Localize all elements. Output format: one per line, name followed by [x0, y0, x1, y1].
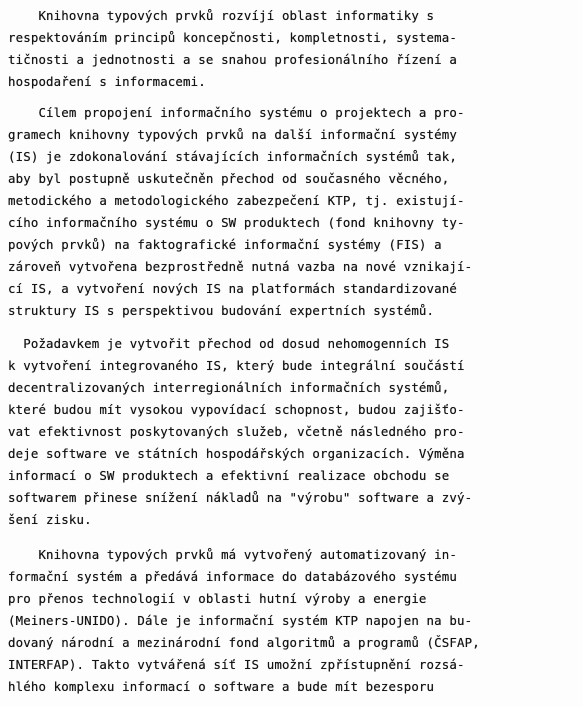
- text-line: respektováním principů koncepčnosti, kompletnosti, systema-: [8, 30, 457, 45]
- text-line: INTERFAP). Takto vytvářená síť IS umožní zpřístupnění rozsá-: [8, 657, 465, 672]
- text-line: (Meiners-UNIDO). Dále je informační systém KTP napojen na bu-: [8, 613, 473, 628]
- text-line: zároveň vytvořena bezprostředně nutná vazba na nové vznikají-: [8, 259, 473, 274]
- text-line: Knihovna typových prvků rozvíjí oblast informatiky s: [8, 8, 435, 23]
- text-line: dovaný národní a mezinárodní fond algoritmů a programů (ČSFAP,: [8, 635, 480, 650]
- text-line: Požadavkem je vytvořit přechod od dosud nehomogenních IS: [8, 336, 450, 351]
- text-line: hospodaření s informacemi.: [8, 74, 206, 89]
- text-line: cího informačního systému o SW produktech (fond knihovny ty-: [8, 215, 465, 230]
- text-line: pových prvků) na faktografické informační systémy (FIS) a: [8, 237, 442, 252]
- text-line: aby byl postupně uskutečněn přechod od současného věcného,: [8, 171, 450, 186]
- text-line: šení zisku.: [8, 512, 92, 527]
- text-line: struktury IS s perspektivou budování expertních systémů.: [8, 303, 435, 318]
- text-line: tičnosti a jednotnosti a se snahou profesionálního řízení a: [8, 52, 457, 67]
- text-line: Knihovna typových prvků má vytvořený automatizovaný in-: [8, 547, 457, 562]
- text-line: softwarem přinese snížení nákladů na "výrobu" software a zvý-: [8, 490, 473, 505]
- text-line: k vytvoření integrovaného IS, který bude integrální součástí: [8, 358, 465, 373]
- text-line: gramech knihovny typových prvků na další informační systémy: [8, 127, 457, 142]
- text-line: vat efektivnost poskytovaných služeb, včetně následného pro-: [8, 424, 465, 439]
- text-line: metodického a metodologického zabezpečení KTP, tj. existují-: [8, 193, 465, 208]
- text-line: (IS) je zdokonalování stávajících informačních systémů tak,: [8, 149, 457, 164]
- text-line: deje software ve státních hospodářských organizacích. Výměna: [8, 446, 465, 461]
- text-line: pro přenos technologií v oblasti hutní výroby a energie: [8, 591, 427, 606]
- text-line: hlého komplexu informací o software a bude mít bezesporu: [8, 679, 435, 694]
- text-line: cí IS, a vytvoření nových IS na platformách standardizované: [8, 281, 457, 296]
- text-line: Cílem propojení informačního systému o projektech a pro-: [8, 105, 465, 120]
- text-line: decentralizovaných interregionálních informačních systémů,: [8, 380, 450, 395]
- text-line: informací o SW produktech a efektivní realizace obchodu se: [8, 468, 450, 483]
- text-line: které budou mít vysokou vypovídací schopnost, budou zajišťo-: [8, 402, 465, 417]
- text-line: formační systém a předává informace do databázového systému: [8, 569, 457, 584]
